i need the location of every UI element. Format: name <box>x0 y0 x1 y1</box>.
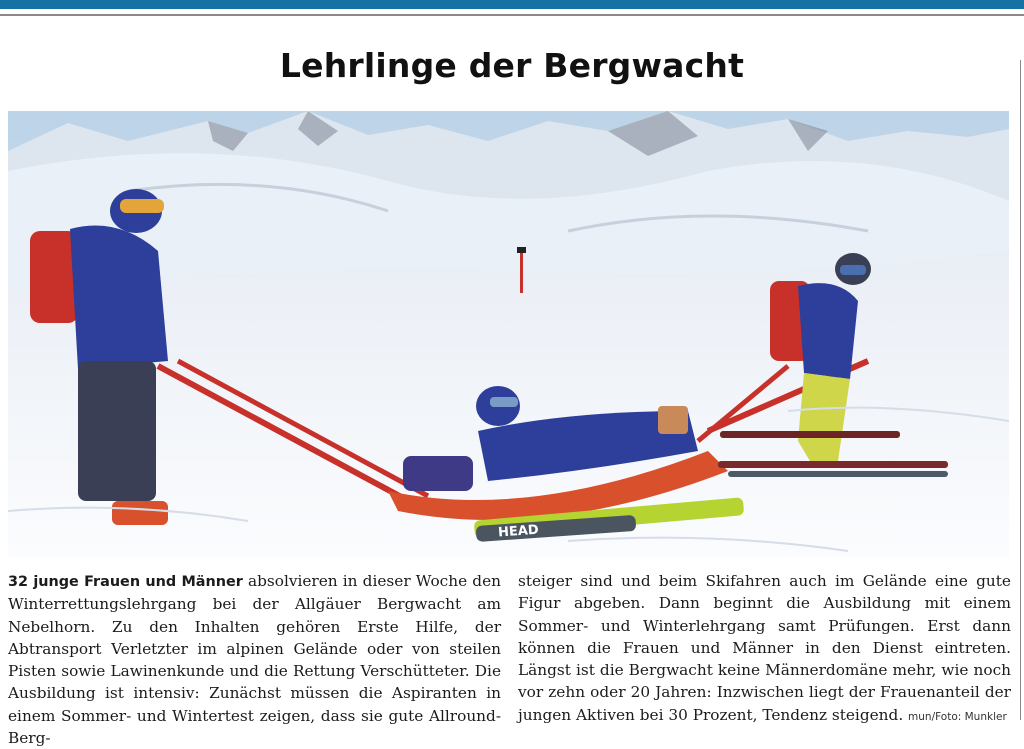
backpack-left <box>30 231 78 323</box>
photo-illustration <box>8 111 1009 557</box>
patient-boots <box>658 406 688 434</box>
article-column-2 <box>518 570 1011 728</box>
column-1-text: absolvieren in dieser Woche den Winterrettungslehrgang bei der Allgäuer Bergwacht am Nebelhorn. Zu den Inhalten gehören Erste Hilfe, der Abtransport Verletzter im alpinen Gelände oder von steilen Pisten sowie Lawinenkunde und die Rettung Verschütteter. Die Ausbildung ist intensiv: Zunächst müssen die Aspiranten in einem Sommer- und Wintertest zeigen, dass sie gute Allround-Berg- <box>8 572 501 748</box>
skis-right <box>718 461 948 468</box>
headline: Lehrlinge der Bergwacht <box>279 46 745 85</box>
top-color-bar <box>0 0 1024 9</box>
sled-bag <box>403 456 473 491</box>
ski-brand-label: HEAD <box>497 522 540 541</box>
jacket-right <box>798 283 858 379</box>
piste-marker <box>520 251 523 293</box>
article-photo <box>8 111 1009 557</box>
goggles-left <box>120 199 164 213</box>
top-rule <box>0 14 1024 16</box>
boots-left <box>112 501 168 525</box>
lead-in: 32 junge Frauen und Männer <box>8 574 243 590</box>
right-column-rule <box>1020 60 1021 720</box>
pants-left <box>78 361 156 501</box>
photo-credit: mun/Foto: Munkler <box>908 710 1007 723</box>
article-column-1 <box>8 570 501 749</box>
column-2-text: steiger sind und beim Skifahren auch im Gelände eine gute Figur abgeben. Dann beginnt die Ausbildung mit einem Sommer- und Winterlehrgang samt Prüfungen. Erst dann können die Frauen und Männer in den Dienst eintreten. Längst ist die Bergwacht keine Männerdomäne mehr, wie noch vor zehn oder 20 Jahren: Inzwischen liegt der Frauenanteil der jungen Aktiven bei 30 Prozent, Tendenz steigend. <box>518 572 1011 724</box>
